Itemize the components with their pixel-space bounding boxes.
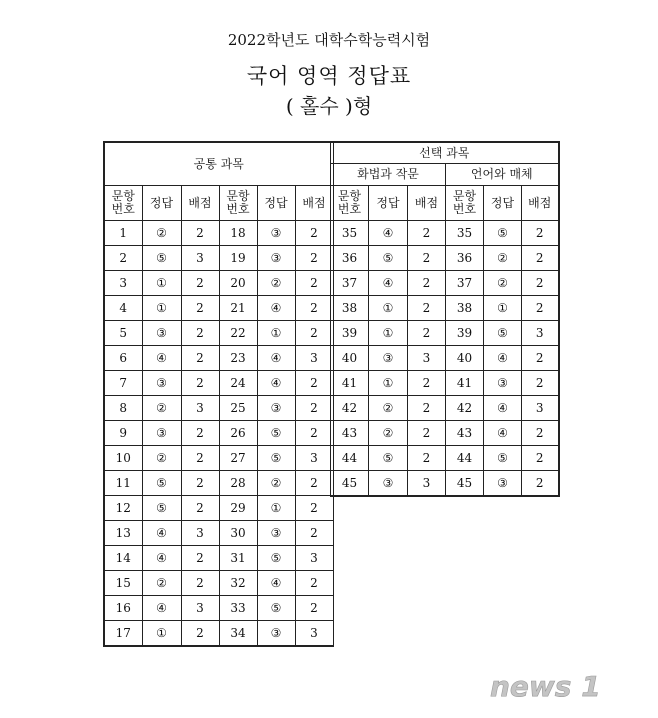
answer: ② xyxy=(142,221,181,246)
common-subject-title: 공통 과목 xyxy=(104,142,333,186)
column-header: 정답 xyxy=(142,186,181,221)
table-row xyxy=(331,346,559,371)
question-number: 32 xyxy=(219,571,257,596)
points: 3 xyxy=(295,546,333,571)
column-header: 정답 xyxy=(484,186,522,221)
question-number: 43 xyxy=(331,421,369,446)
answer: ⑤ xyxy=(142,496,181,521)
question-number: 3 xyxy=(104,271,142,296)
points: 2 xyxy=(295,496,333,521)
points: 2 xyxy=(181,421,219,446)
answer: ④ xyxy=(142,521,181,546)
points: 3 xyxy=(181,596,219,621)
answer: ① xyxy=(142,621,181,647)
form-type: ( 홀수 )형 xyxy=(285,94,373,118)
question-number: 44 xyxy=(331,446,369,471)
answer: ⑤ xyxy=(257,596,295,621)
elective-header-row xyxy=(331,186,559,221)
common-title-row xyxy=(104,142,333,186)
answer: ⑤ xyxy=(369,446,408,471)
points: 2 xyxy=(181,471,219,496)
answer-key-title: 국어 영역 정답표 xyxy=(246,64,412,88)
question-number: 21 xyxy=(219,296,257,321)
question-number: 12 xyxy=(104,496,142,521)
points: 2 xyxy=(295,321,333,346)
points: 2 xyxy=(522,221,559,246)
points: 2 xyxy=(522,271,559,296)
language-media-subtitle: 언어와 매체 xyxy=(446,164,559,186)
points: 2 xyxy=(295,421,333,446)
answer: ④ xyxy=(142,546,181,571)
answer: ② xyxy=(257,271,295,296)
answer: ⑤ xyxy=(257,421,295,446)
points: 2 xyxy=(295,396,333,421)
answer: ② xyxy=(484,271,522,296)
column-header: 배점 xyxy=(522,186,559,221)
answer: ⑤ xyxy=(257,546,295,571)
question-number: 36 xyxy=(331,246,369,271)
column-header: 정답 xyxy=(257,186,295,221)
question-number: 7 xyxy=(104,371,142,396)
question-number: 20 xyxy=(219,271,257,296)
question-number: 4 xyxy=(104,296,142,321)
question-number: 45 xyxy=(446,471,484,497)
answer: ③ xyxy=(369,471,408,497)
points: 2 xyxy=(181,496,219,521)
points: 2 xyxy=(408,221,446,246)
answer: ② xyxy=(142,396,181,421)
table-row xyxy=(104,546,333,571)
question-number: 33 xyxy=(219,596,257,621)
table-row xyxy=(331,396,559,421)
question-number: 24 xyxy=(219,371,257,396)
answer: ⑤ xyxy=(484,221,522,246)
answer: ① xyxy=(257,321,295,346)
points: 2 xyxy=(295,296,333,321)
question-number: 36 xyxy=(446,246,484,271)
answer: ⑤ xyxy=(369,246,408,271)
points: 2 xyxy=(408,396,446,421)
answer: ④ xyxy=(484,396,522,421)
points: 2 xyxy=(181,346,219,371)
news1-logo-text: news 1 xyxy=(490,670,601,703)
question-number: 29 xyxy=(219,496,257,521)
question-number: 15 xyxy=(104,571,142,596)
points: 3 xyxy=(295,621,333,647)
answer: ② xyxy=(484,246,522,271)
question-number: 13 xyxy=(104,521,142,546)
points: 2 xyxy=(522,371,559,396)
question-number: 6 xyxy=(104,346,142,371)
question-number: 39 xyxy=(331,321,369,346)
points: 2 xyxy=(181,321,219,346)
points: 3 xyxy=(181,396,219,421)
answer: ④ xyxy=(257,571,295,596)
answer: ① xyxy=(369,321,408,346)
question-number: 42 xyxy=(446,396,484,421)
answer: ② xyxy=(369,421,408,446)
points: 3 xyxy=(522,321,559,346)
answer: ① xyxy=(369,296,408,321)
table-row xyxy=(104,221,333,246)
common-subject-table xyxy=(103,141,334,647)
points: 3 xyxy=(295,446,333,471)
question-number: 5 xyxy=(104,321,142,346)
answer: ③ xyxy=(257,521,295,546)
answer: ③ xyxy=(142,321,181,346)
points: 2 xyxy=(408,446,446,471)
question-number: 35 xyxy=(446,221,484,246)
question-number: 40 xyxy=(331,346,369,371)
table-row xyxy=(104,396,333,421)
answer: ④ xyxy=(142,346,181,371)
points: 2 xyxy=(181,546,219,571)
answer: ④ xyxy=(257,296,295,321)
table-row xyxy=(104,271,333,296)
question-number: 37 xyxy=(331,271,369,296)
question-number: 14 xyxy=(104,546,142,571)
question-number: 38 xyxy=(331,296,369,321)
table-row xyxy=(331,271,559,296)
answer: ① xyxy=(369,371,408,396)
answer: ④ xyxy=(484,421,522,446)
answer: ⑤ xyxy=(257,446,295,471)
points: 3 xyxy=(181,521,219,546)
points: 2 xyxy=(408,296,446,321)
points: 2 xyxy=(181,271,219,296)
question-number: 23 xyxy=(219,346,257,371)
points: 2 xyxy=(295,521,333,546)
question-number: 11 xyxy=(104,471,142,496)
question-number: 17 xyxy=(104,621,142,647)
answer: ⑤ xyxy=(142,471,181,496)
answer: ⑤ xyxy=(484,321,522,346)
column-header: 배점 xyxy=(408,186,446,221)
answer: ② xyxy=(257,471,295,496)
table-row xyxy=(331,321,559,346)
question-number: 30 xyxy=(219,521,257,546)
question-number: 45 xyxy=(331,471,369,497)
answer: ③ xyxy=(484,471,522,497)
column-header: 문항 번호 xyxy=(219,186,257,221)
points: 2 xyxy=(408,246,446,271)
table-row xyxy=(104,446,333,471)
points: 2 xyxy=(522,471,559,497)
table-row xyxy=(104,296,333,321)
points: 3 xyxy=(408,346,446,371)
points: 2 xyxy=(181,571,219,596)
answer: ③ xyxy=(257,246,295,271)
answer: ④ xyxy=(369,221,408,246)
column-header: 정답 xyxy=(369,186,408,221)
elective-subject-table xyxy=(330,141,560,497)
points: 2 xyxy=(408,321,446,346)
points: 2 xyxy=(295,271,333,296)
column-header: 배점 xyxy=(181,186,219,221)
table-row xyxy=(104,321,333,346)
points: 2 xyxy=(181,296,219,321)
table-row xyxy=(331,246,559,271)
table-row xyxy=(331,471,559,497)
news1-watermark-logo xyxy=(486,664,646,708)
points: 2 xyxy=(522,346,559,371)
exam-title: 2022학년도 대학수학능력시험 xyxy=(227,31,431,49)
column-header: 문항 번호 xyxy=(104,186,142,221)
table-row xyxy=(331,371,559,396)
points: 2 xyxy=(522,246,559,271)
question-number: 37 xyxy=(446,271,484,296)
question-number: 28 xyxy=(219,471,257,496)
points: 2 xyxy=(522,296,559,321)
question-number: 41 xyxy=(331,371,369,396)
speech-writing-subtitle: 화법과 작문 xyxy=(331,164,446,186)
table-row xyxy=(331,446,559,471)
answer: ① xyxy=(484,296,522,321)
question-number: 19 xyxy=(219,246,257,271)
table-row xyxy=(331,296,559,321)
points: 2 xyxy=(408,271,446,296)
points: 3 xyxy=(295,346,333,371)
table-row xyxy=(104,571,333,596)
answer: ③ xyxy=(484,371,522,396)
answer: ③ xyxy=(257,621,295,647)
question-number: 40 xyxy=(446,346,484,371)
points: 2 xyxy=(181,371,219,396)
question-number: 25 xyxy=(219,396,257,421)
answer: ③ xyxy=(142,421,181,446)
question-number: 39 xyxy=(446,321,484,346)
points: 2 xyxy=(295,596,333,621)
answer: ④ xyxy=(369,271,408,296)
question-number: 38 xyxy=(446,296,484,321)
table-row xyxy=(104,471,333,496)
answer: ④ xyxy=(484,346,522,371)
answer: ② xyxy=(142,571,181,596)
column-header: 문항 번호 xyxy=(331,186,369,221)
question-number: 8 xyxy=(104,396,142,421)
question-number: 44 xyxy=(446,446,484,471)
points: 2 xyxy=(522,446,559,471)
answer: ④ xyxy=(257,346,295,371)
points: 2 xyxy=(181,621,219,647)
answer: ⑤ xyxy=(142,246,181,271)
points: 2 xyxy=(408,421,446,446)
points: 2 xyxy=(295,471,333,496)
answer: ③ xyxy=(257,396,295,421)
points: 2 xyxy=(295,371,333,396)
points: 2 xyxy=(181,446,219,471)
points: 2 xyxy=(408,371,446,396)
points: 2 xyxy=(295,246,333,271)
points: 2 xyxy=(181,221,219,246)
common-header-row xyxy=(104,186,333,221)
table-row xyxy=(104,496,333,521)
question-number: 9 xyxy=(104,421,142,446)
points: 2 xyxy=(295,221,333,246)
points: 3 xyxy=(408,471,446,497)
points: 2 xyxy=(295,571,333,596)
elective-subheader-row xyxy=(331,164,559,186)
question-number: 31 xyxy=(219,546,257,571)
column-header: 배점 xyxy=(295,186,333,221)
answer: ③ xyxy=(369,346,408,371)
answer: ① xyxy=(142,296,181,321)
question-number: 10 xyxy=(104,446,142,471)
table-row xyxy=(104,521,333,546)
table-row xyxy=(104,371,333,396)
answer: ④ xyxy=(257,371,295,396)
question-number: 34 xyxy=(219,621,257,647)
answer: ② xyxy=(142,446,181,471)
elective-subject-title: 선택 과목 xyxy=(331,142,559,164)
table-row xyxy=(104,346,333,371)
table-row xyxy=(104,621,333,647)
answer: ⑤ xyxy=(484,446,522,471)
answer: ③ xyxy=(142,371,181,396)
question-number: 27 xyxy=(219,446,257,471)
answer: ③ xyxy=(257,221,295,246)
table-row xyxy=(104,596,333,621)
question-number: 22 xyxy=(219,321,257,346)
table-row xyxy=(104,246,333,271)
column-header: 문항 번호 xyxy=(446,186,484,221)
table-row xyxy=(331,421,559,446)
table-row xyxy=(104,421,333,446)
question-number: 2 xyxy=(104,246,142,271)
question-number: 43 xyxy=(446,421,484,446)
answer: ④ xyxy=(142,596,181,621)
answer: ① xyxy=(142,271,181,296)
question-number: 41 xyxy=(446,371,484,396)
elective-title-row xyxy=(331,142,559,164)
question-number: 1 xyxy=(104,221,142,246)
question-number: 35 xyxy=(331,221,369,246)
points: 3 xyxy=(522,396,559,421)
answer: ① xyxy=(257,496,295,521)
points: 3 xyxy=(181,246,219,271)
points: 2 xyxy=(522,421,559,446)
question-number: 18 xyxy=(219,221,257,246)
question-number: 42 xyxy=(331,396,369,421)
question-number: 26 xyxy=(219,421,257,446)
answer: ② xyxy=(369,396,408,421)
question-number: 16 xyxy=(104,596,142,621)
table-row xyxy=(331,221,559,246)
